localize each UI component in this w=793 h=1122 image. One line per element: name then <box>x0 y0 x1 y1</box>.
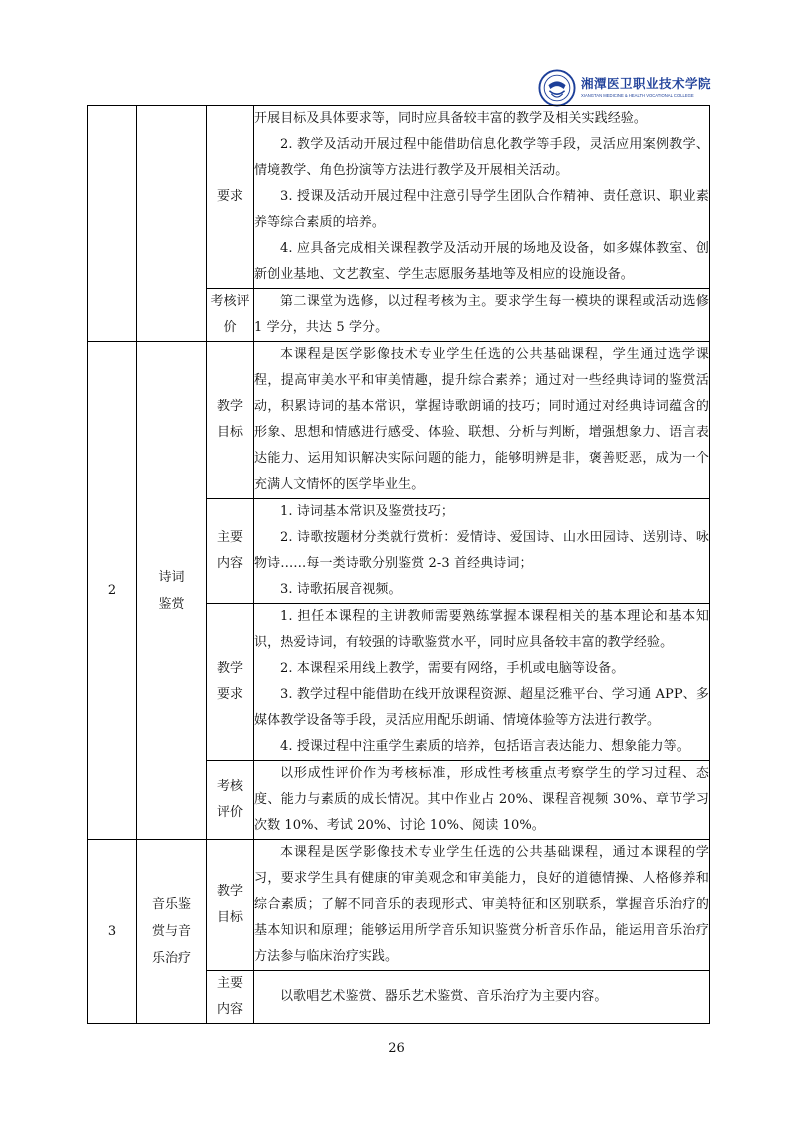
course-name-cell <box>137 106 207 342</box>
school-name-cn: 湘潭医卫职业技术学院 <box>581 76 712 92</box>
school-emblem-icon <box>538 69 576 107</box>
label-cell: 教学目标 <box>207 840 254 971</box>
paragraph: 2. 诗歌按题材分类就行赏析：爱情诗、爱国诗、山水田园诗、送别诗、咏物诗……每一类诗歌分别鉴赏 2-3 首经典诗词； <box>254 530 709 571</box>
paragraph: 3. 诗歌拓展音视频。 <box>280 582 402 597</box>
number-cell <box>88 106 137 342</box>
table-row <box>88 106 710 289</box>
content-cell <box>254 106 710 289</box>
content-cell <box>254 971 710 1024</box>
content-cell <box>254 289 710 342</box>
paragraph: 4. 授课过程中注重学生素质的培养，包括语言表达能力、想象能力等。 <box>280 739 690 754</box>
table-row <box>88 342 710 499</box>
course-number: 2 <box>88 342 137 840</box>
paragraph: 第二课堂为选修，以过程考核为主。要求学生每一模块的课程或活动选修 1 学分，共达 5 学分。 <box>254 294 709 335</box>
course-name: 音乐鉴赏与音乐治疗 <box>137 840 207 1024</box>
label-cell: 主要内容 <box>207 499 254 604</box>
course-number: 3 <box>88 840 137 1024</box>
paragraph: 4. 应具备完成相关课程教学及活动开展的场地及设备，如多媒体教室、创新创业基地、文艺教室、学生志愿服务基地等及相应的设施设备。 <box>254 241 709 282</box>
label-cell: 主要内容 <box>207 971 254 1024</box>
content-cell <box>254 604 710 761</box>
paragraph: 以形成性评价作为考核标准，形成性考核重点考察学生的学习过程、态度、能力与素质的成长情况。其中作业占 20%、课程音视频 30%、章节学习次数 10%、考试 20%、讨论 10%、阅读 10%。 <box>254 766 709 833</box>
school-name-en: XIANGTAN MEDICINE & HEALTH VOCATIONAL COLLEGE <box>581 92 694 98</box>
paragraph: 2. 本课程采用线上教学，需要有网络，手机或电脑等设备。 <box>280 661 625 676</box>
paragraph: 1. 诗词基本常识及鉴赏技巧； <box>280 504 455 519</box>
paragraph: 3. 教学过程中能借助在线开放课程资源、超星泛雅平台、学习通 APP、多媒体教学设备等手段，灵活应用配乐朗诵、情境体验等方法进行教学。 <box>254 687 709 728</box>
curriculum-table <box>87 105 710 1024</box>
paragraph: 以歌唱艺术鉴赏、器乐艺术鉴赏、音乐治疗为主要内容。 <box>280 989 608 1004</box>
paragraph: 本课程是医学影像技术专业学生任选的公共基础课程，通过本课程的学习，要求学生具有健康的审美观念和审美能力，良好的道德情操、人格修养和综合素质；了解不同音乐的表现形式、审美特征和区别联系，掌握音乐治疗的基本知识和原理；能够运用所学音乐知识鉴赏分析音乐作品，能运用音乐治疗方法参与临床治疗实践。 <box>254 845 709 964</box>
paragraph: 本课程是医学影像技术专业学生任选的公共基础课程，学生通过选学课程，提高审美水平和审美情趣，提升综合素养；通过对一些经典诗词的鉴赏活动，积累诗词的基本常识，掌握诗歌朗诵的技巧；同时通过对经典诗词蕴含的形象、思想和情感进行感受、体验、联想、分析与判断，增强想象力、语言表达能力、运用知识解决实际问题的能力，能够明辨是非，褒善贬恶，成为一个充满人文情怀的医学毕业生。 <box>254 347 709 492</box>
label-cell: 考核评价 <box>207 761 254 840</box>
content-cell <box>254 761 710 840</box>
school-logo <box>538 68 713 108</box>
label-cell: 教学目标 <box>207 342 254 499</box>
page-number: 26 <box>388 1041 405 1056</box>
content-cell <box>254 342 710 499</box>
paragraph: 1. 担任本课程的主讲教师需要熟练掌握本课程相关的基本理论和基本知识，热爱诗词，有较强的诗歌鉴赏水平，同时应具备较丰富的教学经验。 <box>254 609 709 650</box>
label-cell: 教学要求 <box>207 604 254 761</box>
content-cell <box>254 840 710 971</box>
paragraph: 开展目标及具体要求等，同时应具备较丰富的教学及相关实践经验。 <box>254 111 648 126</box>
paragraph: 3. 授课及活动开展过程中注意引导学生团队合作精神、责任意识、职业素养等综合素质的培养。 <box>254 189 709 230</box>
label-cell: 考核评价 <box>207 289 254 342</box>
label-cell: 要求 <box>207 106 254 289</box>
content-cell <box>254 499 710 604</box>
table-row <box>88 840 710 971</box>
course-name: 诗词鉴赏 <box>137 342 207 840</box>
paragraph: 2. 教学及活动开展过程中能借助信息化教学等手段，灵活应用案例教学、情境教学、角色扮演等方法进行教学及开展相关活动。 <box>254 137 709 178</box>
